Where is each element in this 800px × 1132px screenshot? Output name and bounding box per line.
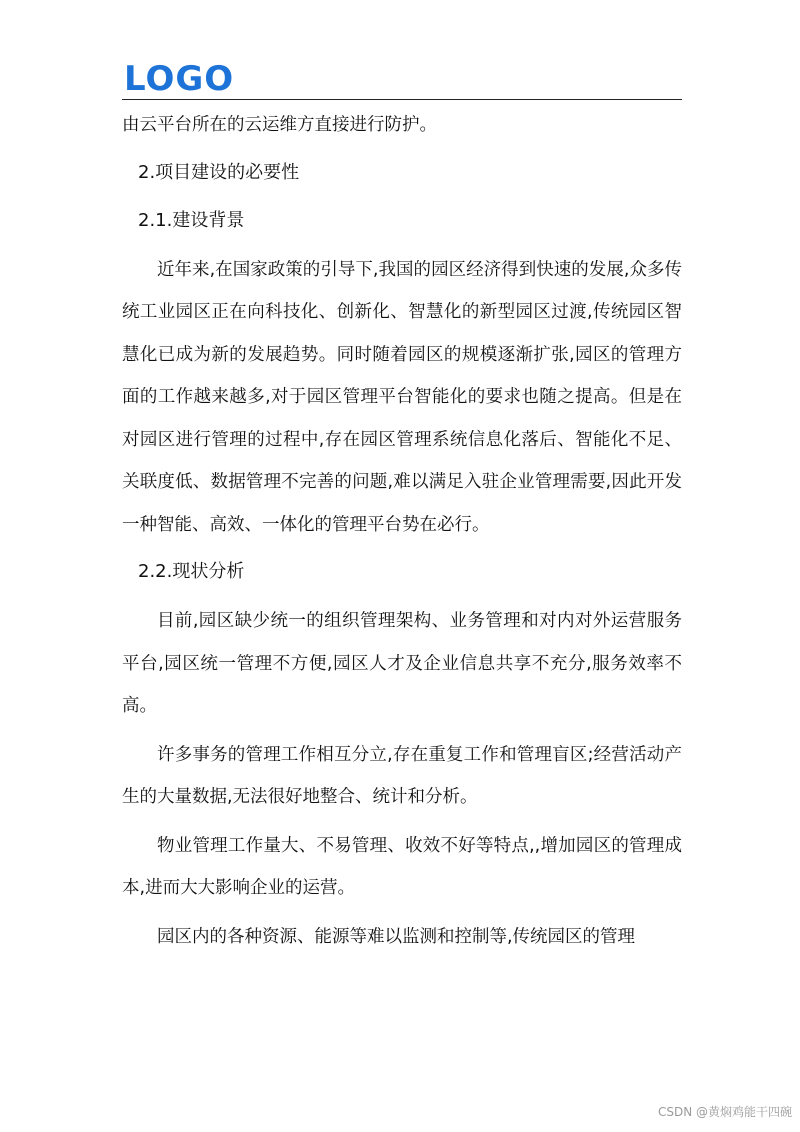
paragraph-status-4: 园区内的各种资源、能源等难以监测和控制等,传统园区的管理 bbox=[157, 926, 636, 947]
paragraph-status-3: 物业管理工作量大、不易管理、收效不好等特点,,增加园区的管理成本,进而大大影响企业的运营。 bbox=[122, 835, 682, 898]
paragraph-status-2: 许多事务的管理工作相互分立,存在重复工作和管理盲区;经营活动产生的大量数据,无法很好地整合、统计和分析。 bbox=[122, 744, 682, 807]
logo: LOGO bbox=[124, 59, 235, 99]
paragraph-construction-background: 近年来,在国家政策的引导下,我国的园区经济得到快速的发展,众多传统工业园区正在向科技化、创新化、智慧化的新型园区过渡,传统园区智慧化已成为新的发展趋势。同时随着园区的规模逐渐扩张,园区的管理方面的工作越来越多,对于园区管理平台智能化的要求也随之提高。但是在对园区进行管理的过程中,存在园区管理系统信息化落后、智能化不足、关联度低、数据管理不完善的问题,难以满足入驻企业管理需要,因此开发一种智能、高效、一体化的管理平台势在必行。 bbox=[122, 259, 682, 535]
document-body bbox=[122, 104, 682, 958]
section-heading-2-2: 2.2.现状分析 bbox=[138, 561, 245, 582]
paragraph-status-1: 目前,园区缺少统一的组织管理架构、业务管理和对内对外运营服务平台,园区统一管理不方便,园区人才及企业信息共享不充分,服务效率不高。 bbox=[122, 611, 682, 716]
header-divider bbox=[122, 99, 682, 100]
section-heading-2: 2.项目建设的必要性 bbox=[138, 161, 300, 183]
intro-continuation-text: 由云平台所在的云运维方直接进行防护。 bbox=[122, 115, 437, 135]
section-heading-2-1: 2.1.建设背景 bbox=[138, 209, 245, 231]
csdn-watermark: CSDN @黄焖鸡能干四碗 bbox=[657, 1105, 792, 1119]
